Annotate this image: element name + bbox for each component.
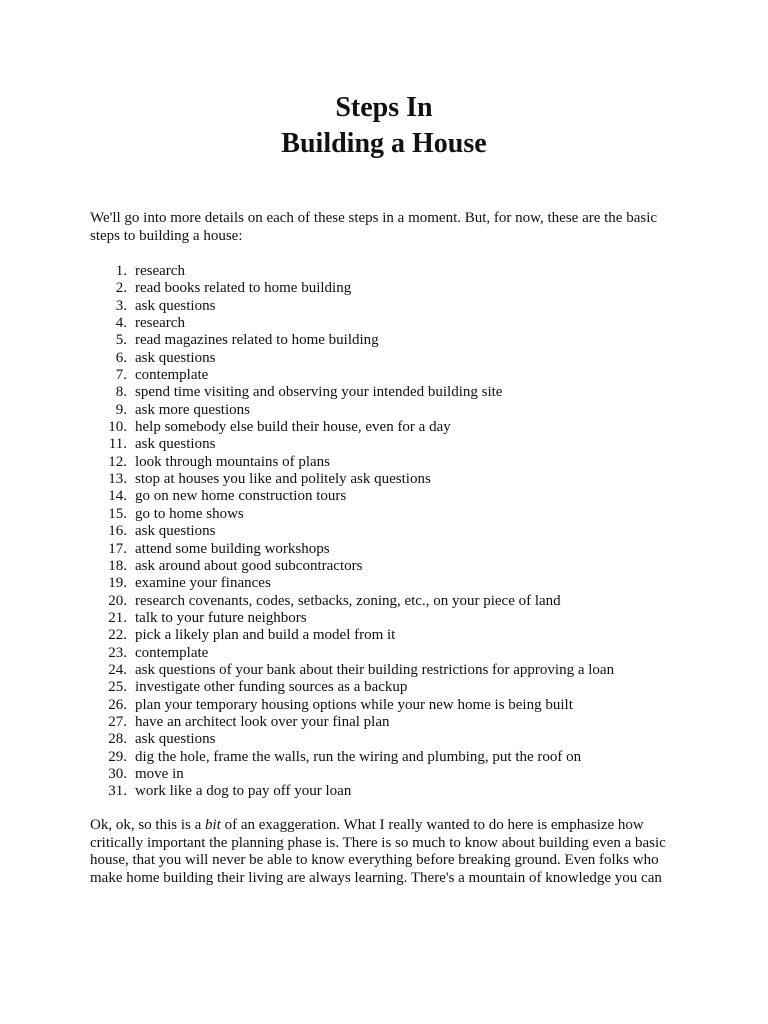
- list-item-text: read magazines related to home building: [135, 332, 379, 349]
- list-item: [90, 783, 710, 800]
- list-item-number: 4.: [115, 315, 127, 332]
- list-item: [90, 419, 710, 436]
- list-item-text: ask questions: [135, 436, 216, 453]
- list-item-text: ask questions: [135, 731, 216, 748]
- page-title: [0, 90, 768, 162]
- list-item-number: 27.: [108, 713, 127, 730]
- list-item: [90, 731, 710, 748]
- list-item-text: read books related to home building: [135, 280, 352, 297]
- list-item-text: attend some building workshops: [135, 540, 330, 557]
- list-item-number: 14.: [108, 488, 127, 505]
- list-item: [90, 697, 710, 714]
- list-item: [90, 523, 710, 540]
- list-item: [90, 610, 710, 627]
- list-item: [90, 541, 710, 558]
- closing-line-1-start: Ok, ok, so this is a: [90, 817, 206, 833]
- list-item-text: have an architect look over your final plan: [135, 713, 390, 730]
- list-item-number: 12.: [108, 453, 127, 470]
- list-item-number: 1.: [115, 263, 127, 279]
- list-item-number: 23.: [108, 644, 127, 661]
- list-item-text: dig the hole, frame the walls, run the wiring and plumbing, put the roof on: [135, 748, 582, 765]
- list-item-number: 20.: [108, 592, 127, 609]
- list-item-number: 17.: [108, 540, 127, 557]
- list-item: [90, 367, 710, 384]
- list-item-number: 19.: [108, 575, 127, 592]
- list-item-text: talk to your future neighbors: [135, 609, 307, 626]
- closing-line-3: house, that you will never be able to know everything before breaking ground. Even folks who: [90, 852, 659, 868]
- list-item-text: ask questions: [135, 523, 216, 540]
- list-item-text: research: [135, 263, 185, 279]
- title-line-1: Steps In: [335, 92, 433, 123]
- list-item: [90, 350, 710, 367]
- title-line-2: Building a House: [281, 128, 487, 159]
- list-item-number: 10.: [108, 419, 127, 436]
- list-item-number: 11.: [108, 436, 127, 453]
- list-item-text: examine your finances: [135, 575, 271, 592]
- list-item: [90, 471, 710, 488]
- list-item: [90, 263, 710, 280]
- list-item-number: 7.: [115, 367, 127, 384]
- list-item: [90, 436, 710, 453]
- list-item-text: research covenants, codes, setbacks, zoning, etc., on your piece of land: [135, 592, 561, 609]
- list-item-text: ask questions: [135, 349, 216, 366]
- list-item-number: 6.: [115, 349, 127, 366]
- intro-line-2: steps to building a house:: [90, 228, 243, 244]
- list-item-text: move in: [135, 765, 184, 782]
- list-item-number: 16.: [108, 523, 127, 540]
- list-item-text: ask around about good subcontractors: [135, 557, 363, 574]
- list-item-text: contemplate: [135, 644, 209, 661]
- list-item-number: 31.: [108, 783, 127, 800]
- list-item: [90, 384, 710, 401]
- list-item: [90, 298, 710, 315]
- closing-line-1-end: of an exaggeration. What I really wanted to do here is emphasize how: [220, 817, 644, 833]
- list-item-text: ask more questions: [135, 401, 250, 418]
- intro-line-1: We'll go into more details on each of these steps in a moment. But, for now, these are the basic: [90, 210, 658, 226]
- list-item-number: 22.: [108, 627, 127, 644]
- list-item-number: 9.: [115, 401, 127, 418]
- list-item: [90, 679, 710, 696]
- list-item: [90, 645, 710, 662]
- list-item: [90, 315, 710, 332]
- list-item: [90, 662, 710, 679]
- list-item: [90, 593, 710, 610]
- list-item-number: 26.: [108, 696, 127, 713]
- list-item-text: go to home shows: [135, 505, 244, 522]
- list-item: [90, 488, 710, 505]
- list-item-text: stop at houses you like and politely ask questions: [135, 471, 431, 488]
- list-item-number: 2.: [115, 280, 127, 297]
- closing-line-4: make home building their living are always learning. There's a mountain of knowledge you can: [90, 869, 662, 886]
- list-item-number: 24.: [108, 661, 127, 678]
- list-item-text: investigate other funding sources as a backup: [135, 679, 408, 696]
- list-item-text: research: [135, 315, 185, 332]
- list-item: [90, 506, 710, 523]
- closing-paragraph: [90, 817, 690, 887]
- list-item: [90, 280, 710, 297]
- list-item: [90, 558, 710, 575]
- list-item: [90, 454, 710, 471]
- list-item-number: 25.: [108, 679, 127, 696]
- list-item-number: 13.: [108, 471, 127, 488]
- steps-list: [90, 263, 710, 801]
- list-item-number: 18.: [108, 557, 127, 574]
- list-item-number: 29.: [108, 748, 127, 765]
- list-item-text: help somebody else build their house, even for a day: [135, 419, 451, 436]
- list-item-number: 30.: [108, 765, 127, 782]
- list-item-number: 8.: [115, 384, 127, 401]
- list-item-number: 5.: [115, 332, 127, 349]
- list-item-number: 15.: [108, 505, 127, 522]
- list-item-text: go on new home construction tours: [135, 488, 347, 505]
- list-item-text: work like a dog to pay off your loan: [135, 783, 352, 800]
- list-item-number: 21.: [108, 609, 127, 626]
- list-item-text: look through mountains of plans: [135, 453, 330, 470]
- list-item-text: ask questions: [135, 297, 216, 314]
- list-item-number: 3.: [115, 297, 127, 314]
- list-item-text: plan your temporary housing options while your new home is being built: [135, 696, 573, 713]
- list-item-text: pick a likely plan and build a model from it: [135, 627, 396, 644]
- list-item: [90, 766, 710, 783]
- closing-line-2: critically important the planning phase is. There is so much to know about building even a basic: [90, 834, 666, 851]
- list-item: [90, 714, 710, 731]
- intro-paragraph: [90, 209, 690, 245]
- list-item-text: spend time visiting and observing your intended building site: [135, 384, 503, 401]
- list-item: [90, 402, 710, 419]
- list-item: [90, 332, 710, 349]
- list-item-text: ask questions of your bank about their building restrictions for approving a loan: [135, 661, 615, 678]
- list-item: [90, 627, 710, 644]
- list-item-text: contemplate: [135, 367, 209, 384]
- list-item: [90, 575, 710, 592]
- list-item: [90, 749, 710, 766]
- list-item-number: 28.: [108, 731, 127, 748]
- closing-italic-word: bit: [205, 817, 221, 833]
